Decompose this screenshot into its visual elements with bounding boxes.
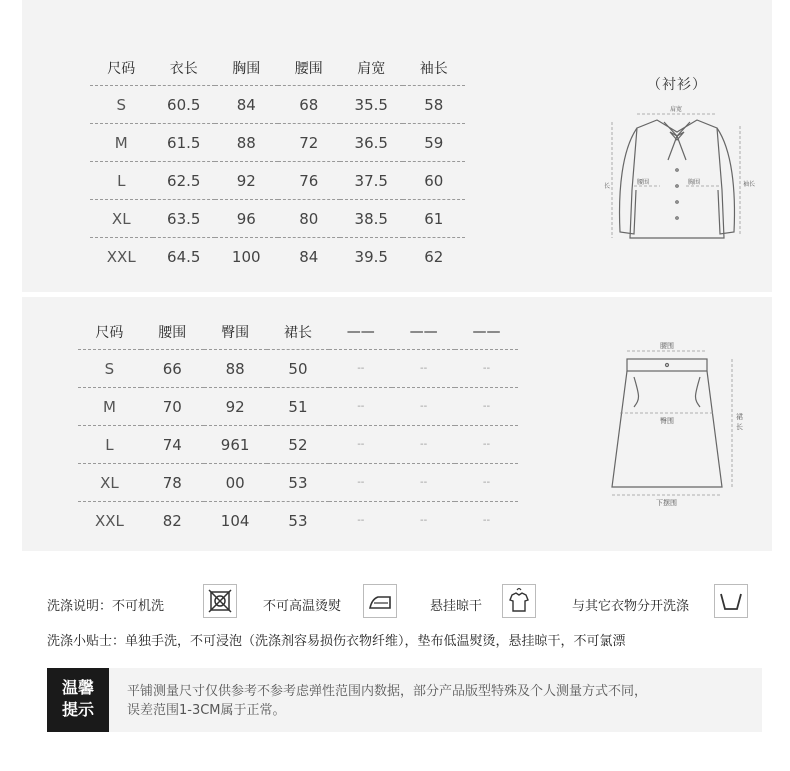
value-cell: 36.5	[340, 124, 403, 162]
notice-text	[127, 682, 747, 720]
table-row	[90, 124, 465, 162]
notice-line2: 误差范围1-3CM属于正常。	[127, 703, 286, 718]
size-cell: M	[90, 124, 153, 162]
header-waist: 腰围	[158, 325, 187, 341]
header-blank: ——	[346, 324, 375, 340]
value-cell: 53	[267, 464, 330, 502]
header-chest: 胸围	[232, 61, 261, 77]
care-instructions	[47, 584, 767, 620]
value-cell: 61	[403, 200, 466, 238]
value-cell: --	[455, 426, 518, 464]
value-cell: 92	[215, 162, 278, 200]
table-header-row	[90, 51, 465, 86]
header-sleeve: 袖长	[419, 61, 448, 77]
label-hem: 下摆围	[656, 499, 677, 507]
table-row	[78, 502, 518, 540]
value-cell: 38.5	[340, 200, 403, 238]
table-row	[78, 350, 518, 388]
value-cell: 70	[141, 388, 204, 426]
label-hip: 臀围	[660, 417, 674, 425]
table-row	[90, 162, 465, 200]
header-blank: ——	[472, 324, 501, 340]
value-cell: 88	[204, 350, 267, 388]
table-row	[90, 238, 465, 276]
size-cell: XL	[78, 464, 141, 502]
size-cell: XXL	[78, 502, 141, 540]
value-cell: 39.5	[340, 238, 403, 276]
value-cell: 92	[204, 388, 267, 426]
value-cell: 63.5	[153, 200, 216, 238]
value-cell: --	[392, 464, 455, 502]
notice-line1: 平铺测量尺寸仅供参考不参考虑弹性范围内数据，部分产品版型特殊及个人测量方式不同，	[127, 684, 648, 699]
value-cell: --	[329, 502, 392, 540]
value-cell: 50	[267, 350, 330, 388]
shirt-diagram-title: （衬衫）	[647, 77, 707, 93]
size-cell: L	[90, 162, 153, 200]
skirt-size-panel	[22, 297, 772, 551]
value-cell: 84	[215, 86, 278, 124]
value-cell: 76	[278, 162, 341, 200]
skirt-diagram	[582, 337, 752, 517]
value-cell: --	[392, 350, 455, 388]
label-shoulder: 肩宽	[670, 106, 683, 113]
value-cell: 100	[215, 238, 278, 276]
table-row	[78, 388, 518, 426]
no-iron-label: 不可高温烫熨	[263, 599, 342, 614]
value-cell: --	[329, 388, 392, 426]
value-cell: 96	[215, 200, 278, 238]
notice-box	[47, 668, 762, 732]
shirt-diagram	[582, 70, 772, 260]
header-blank: ——	[409, 324, 438, 340]
value-cell: --	[455, 350, 518, 388]
iron-icon	[363, 584, 397, 618]
value-cell: 104	[204, 502, 267, 540]
label-length: 长	[604, 183, 611, 190]
size-cell: M	[78, 388, 141, 426]
hang-dry-label: 悬挂晾干	[430, 599, 483, 614]
value-cell: 82	[141, 502, 204, 540]
value-cell: 88	[215, 124, 278, 162]
value-cell: 84	[278, 238, 341, 276]
value-cell: 64.5	[153, 238, 216, 276]
value-cell: 80	[278, 200, 341, 238]
value-cell: 53	[267, 502, 330, 540]
care-tips: 洗涤小贴士：单独手洗，不可浸泡（洗涤剂容易损伤衣物纤维），垫布低温熨烫，悬挂晾干，不可氯漂	[47, 634, 626, 649]
label-chest: 胸围	[688, 179, 701, 186]
notice-badge	[47, 668, 109, 732]
hang-dry-icon	[502, 584, 536, 618]
skirt-illustration	[582, 337, 752, 517]
size-cell: S	[90, 86, 153, 124]
skirt-size-table	[78, 315, 518, 539]
value-cell: 62	[403, 238, 466, 276]
header-skirt-length: 裙长	[283, 325, 312, 341]
header-size: 尺码	[95, 325, 124, 341]
notice-badge-line2: 提示	[61, 700, 94, 719]
table-header-row	[78, 315, 518, 350]
value-cell: --	[392, 502, 455, 540]
value-cell: --	[392, 426, 455, 464]
separate-wash-label: 与其它衣物分开洗涤	[572, 599, 690, 614]
shirt-illustration	[582, 70, 772, 260]
header-waist: 腰围	[294, 61, 323, 77]
value-cell: --	[392, 388, 455, 426]
value-cell: 72	[278, 124, 341, 162]
table-row	[78, 464, 518, 502]
table-row	[78, 426, 518, 464]
size-cell: L	[78, 426, 141, 464]
header-shoulder: 肩宽	[357, 61, 386, 77]
label-waist: 腰围	[637, 179, 650, 186]
value-cell: 59	[403, 124, 466, 162]
value-cell: 52	[267, 426, 330, 464]
value-cell: 78	[141, 464, 204, 502]
header-length: 衣长	[169, 61, 198, 77]
shirt-size-table	[90, 51, 465, 275]
no-machine-wash-icon	[203, 584, 237, 618]
header-size: 尺码	[107, 61, 136, 77]
value-cell: --	[329, 350, 392, 388]
label-length-1: 裙	[736, 413, 743, 421]
value-cell: 37.5	[340, 162, 403, 200]
notice-badge-line1: 温馨	[61, 678, 94, 697]
value-cell: 60	[403, 162, 466, 200]
table-row	[90, 86, 465, 124]
value-cell: 58	[403, 86, 466, 124]
value-cell: 60.5	[153, 86, 216, 124]
value-cell: --	[455, 388, 518, 426]
hand-wash-tub-icon	[714, 584, 748, 618]
value-cell: --	[455, 502, 518, 540]
value-cell: 51	[267, 388, 330, 426]
care-label: 洗涤说明：不可机洗	[47, 599, 165, 614]
label-length-2: 长	[736, 423, 743, 431]
shirt-size-panel	[22, 0, 772, 292]
value-cell: 35.5	[340, 86, 403, 124]
value-cell: --	[329, 426, 392, 464]
header-hip: 臀围	[221, 325, 250, 341]
value-cell: --	[455, 464, 518, 502]
label-waist: 腰围	[660, 342, 674, 350]
value-cell: 74	[141, 426, 204, 464]
size-cell: S	[78, 350, 141, 388]
value-cell: --	[329, 464, 392, 502]
value-cell: 00	[204, 464, 267, 502]
value-cell: 61.5	[153, 124, 216, 162]
value-cell: 68	[278, 86, 341, 124]
table-row	[90, 200, 465, 238]
value-cell: 66	[141, 350, 204, 388]
size-cell: XXL	[90, 238, 153, 276]
value-cell: 961	[204, 426, 267, 464]
value-cell: 62.5	[153, 162, 216, 200]
size-cell: XL	[90, 200, 153, 238]
label-sleeve: 袖长	[743, 181, 756, 188]
